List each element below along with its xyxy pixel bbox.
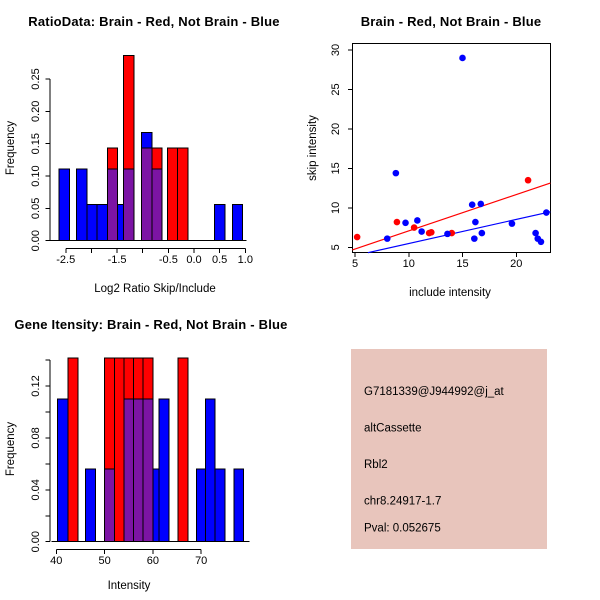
hist-bar-segment-blue <box>142 133 152 149</box>
scatter-point-blue <box>393 170 400 177</box>
scatter-title: Brain - Red, Not Brain - Blue <box>360 14 542 29</box>
hist-bar-segment-red <box>124 56 134 169</box>
hist-bar-segment-purple <box>134 399 144 542</box>
gene-histogram-title: Gene Itensity: Brain - Red, Not Brain - Blue <box>14 317 288 332</box>
axis-tick-label: 30 <box>330 43 342 57</box>
axis-tick-label: 70 <box>195 555 208 567</box>
axis-tick-label: 50 <box>98 555 111 567</box>
axis-tick-label: 0.00 <box>30 229 42 252</box>
scatter-xlabel: include intensity <box>409 287 491 299</box>
scatter-point-red <box>411 224 418 231</box>
plot-box <box>352 43 550 252</box>
scatter-point-blue <box>384 235 391 242</box>
hist-bar-segment-purple <box>105 469 115 542</box>
ratio-histogram-title: RatioData: Brain - Red, Not Brain - Blue <box>28 14 280 29</box>
gene-histogram-panel <box>5 317 288 592</box>
scatter-point-blue <box>479 230 486 237</box>
hist-bar-segment-blue <box>59 169 69 241</box>
scatter-point-blue <box>402 220 409 227</box>
hist-bar-segment-purple <box>107 169 117 241</box>
hist-bar-segment-red <box>178 148 188 240</box>
hist-bar-segment-red <box>167 148 177 240</box>
hist-bar-segment-blue <box>215 469 225 542</box>
hist-bar-segment-purple <box>143 399 153 542</box>
axis-tick-label: -1.5 <box>107 254 127 266</box>
hist-bar-segment-blue <box>196 469 205 542</box>
hist-bar-segment-blue <box>234 469 244 542</box>
axis-tick-label: 10 <box>402 258 415 270</box>
axis-tick-label: 0.05 <box>30 197 42 220</box>
axis-tick-label: 0.15 <box>30 132 42 155</box>
hist-bar-segment-blue <box>206 399 216 542</box>
scatter-point-blue <box>543 209 550 216</box>
axis-tick-label: 0.08 <box>30 427 42 449</box>
ratio-histogram-xlabel: Log2 Ratio Skip/Include <box>94 283 216 295</box>
axis-tick-label: 5 <box>351 258 359 270</box>
axis-tick-label: 20 <box>330 122 342 136</box>
axis-tick-label: 25 <box>330 83 342 96</box>
probeset-id-text: G7181339@J944992@j_at <box>364 386 504 398</box>
scatter-point-blue <box>414 217 421 224</box>
scatter-point-blue <box>469 201 476 208</box>
hist-bar-segment-purple <box>152 169 162 241</box>
hist-bar-segment-red <box>114 358 124 541</box>
genomic-location-text: chr8.24917-1.7 <box>364 495 442 508</box>
hist-bar-segment-red <box>134 358 144 399</box>
axis-tick-label: 15 <box>330 162 342 175</box>
axis-tick-label: 1.0 <box>237 254 253 266</box>
hist-bar-segment-blue <box>77 169 87 241</box>
scatter-plot <box>330 43 550 270</box>
hist-bar-segment-blue <box>232 204 242 240</box>
scatter-point-blue <box>477 201 484 208</box>
pval-text: Pval: 0.052675 <box>364 522 441 535</box>
scatter-point-blue <box>538 238 545 245</box>
ratio-histogram-plot <box>30 56 253 266</box>
ratio-histogram-ylabel: Frequency <box>5 120 17 176</box>
axis-tick-label: 60 <box>146 555 160 567</box>
hist-bar-segment-blue <box>85 469 95 542</box>
scatter-point-blue <box>509 220 516 227</box>
gene-histogram-xlabel: Intensity <box>107 580 151 592</box>
fit-line-blue <box>368 212 550 253</box>
hist-bar-segment-red <box>143 358 153 399</box>
splice-event-type-text: altCassette <box>364 422 422 435</box>
axis-tick-label: 40 <box>50 555 63 567</box>
scatter-point-red <box>428 229 435 236</box>
hist-bar-segment-purple <box>142 148 152 240</box>
scatter-point-red <box>354 234 361 241</box>
hist-bar-segment-red <box>152 148 162 169</box>
hist-bar-segment-blue <box>87 204 97 240</box>
hist-bar-segment-red <box>178 358 188 541</box>
axis-tick-label: 15 <box>456 258 469 270</box>
axis-tick-label: 0.00 <box>30 530 42 553</box>
scatter-panel <box>307 14 550 299</box>
info-panel <box>351 349 547 549</box>
gene-histogram-plot <box>30 358 249 567</box>
axis-tick-label: -0.5 <box>158 254 178 266</box>
scatter-point-blue <box>444 231 451 238</box>
axis-tick-label: 0.25 <box>30 68 42 90</box>
gene-symbol-text: Rbl2 <box>364 459 388 471</box>
hist-bar-segment-blue <box>153 469 159 542</box>
axis-tick-label: 5 <box>330 244 342 251</box>
scatter-ylabel: skip intensity <box>307 115 319 181</box>
axis-tick-label: -2.5 <box>56 254 76 266</box>
hist-bar-segment-blue <box>159 399 169 542</box>
ratio-histogram-panel <box>5 14 280 295</box>
axis-tick-label: 0.5 <box>212 254 228 266</box>
hist-bar-segment-blue <box>118 204 124 240</box>
hist-bar-segment-red <box>107 148 117 169</box>
axis-tick-label: 20 <box>510 258 523 270</box>
axis-tick-label: 0.12 <box>30 375 42 397</box>
axis-tick-label: 0.0 <box>186 254 202 266</box>
scatter-point-blue <box>472 219 479 226</box>
info-panel-background <box>351 349 547 549</box>
scatter-point-red <box>394 219 401 226</box>
scatter-point-blue <box>471 235 478 242</box>
fit-line-red <box>352 183 550 250</box>
hist-bar-segment-red <box>124 358 134 399</box>
axis-tick-label: 0.20 <box>30 100 42 123</box>
scatter-point-blue <box>418 228 425 235</box>
hist-bar-segment-purple <box>124 399 134 542</box>
hist-bar-segment-blue <box>97 204 107 240</box>
gene-histogram-ylabel: Frequency <box>5 421 17 477</box>
axis-tick-label: 0.10 <box>30 165 42 187</box>
hist-bar-segment-blue <box>215 204 225 240</box>
hist-bar-segment-blue <box>58 399 68 542</box>
axis-tick-label: 0.04 <box>30 479 42 501</box>
hist-bar-segment-red <box>105 358 115 469</box>
scatter-point-red <box>525 177 532 184</box>
hist-bar-segment-purple <box>124 169 134 241</box>
axis-tick-label: 10 <box>330 201 342 214</box>
scatter-point-blue <box>459 55 466 62</box>
hist-bar-segment-red <box>68 358 78 541</box>
